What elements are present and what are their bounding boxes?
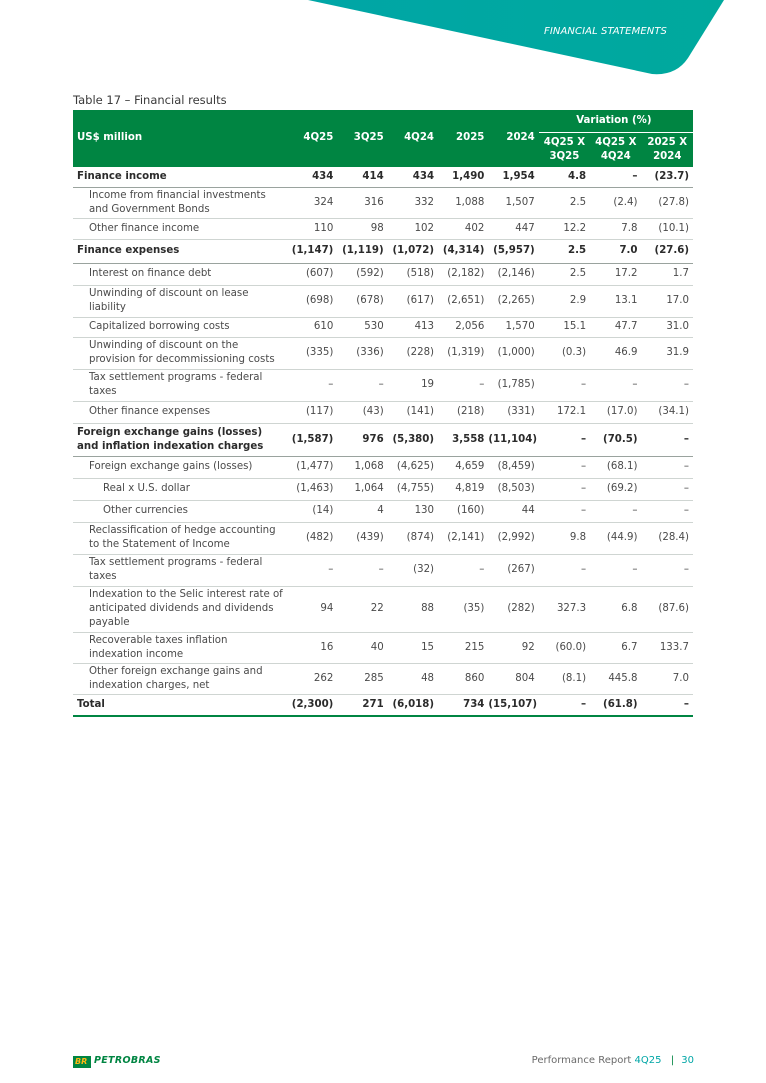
table-cell: – [438, 369, 488, 401]
table-cell: 804 [488, 663, 538, 694]
table-row [73, 478, 693, 500]
table-cell: (8.1) [539, 663, 590, 694]
table-row [73, 337, 693, 369]
table-cell: 434 [287, 167, 337, 187]
table-cell: 2.9 [539, 285, 590, 317]
table-cell: 445.8 [590, 663, 641, 694]
table-cell: (1,477) [287, 456, 337, 478]
table-cell: 1,507 [488, 187, 538, 218]
row-label: Tax settlement programs - federal taxes [73, 369, 287, 401]
table-cell: (68.1) [590, 456, 641, 478]
table-cell: 447 [488, 218, 538, 239]
table-cell: 332 [388, 187, 438, 218]
row-label: Interest on finance debt [73, 263, 287, 285]
table-cell: – [590, 554, 641, 586]
row-label: Indexation to the Selic interest rate of anticipated dividends and dividends payable [73, 586, 287, 632]
unit-header: US$ million [73, 110, 287, 167]
table-cell: (23.7) [642, 167, 694, 187]
table-cell: – [642, 500, 694, 522]
table-cell: 110 [287, 218, 337, 239]
table-cell: – [539, 423, 590, 456]
table-row [73, 187, 693, 218]
table-cell: (1,463) [287, 478, 337, 500]
table-row [73, 554, 693, 586]
table-title: Table 17 – Financial results [73, 93, 227, 107]
table-cell: – [590, 369, 641, 401]
table-cell: 48 [388, 663, 438, 694]
table-cell: 15.1 [539, 317, 590, 337]
table-cell: 1.7 [642, 263, 694, 285]
table-row [73, 522, 693, 554]
table-cell: – [642, 456, 694, 478]
row-label: Unwinding of discount on lease liability [73, 285, 287, 317]
table-cell: 13.1 [590, 285, 641, 317]
table-cell: 46.9 [590, 337, 641, 369]
table-cell: 4,819 [438, 478, 488, 500]
table-row [73, 369, 693, 401]
table-cell: (61.8) [590, 694, 641, 716]
table-cell: 6.7 [590, 632, 641, 663]
table-cell: 530 [337, 317, 387, 337]
table-cell: (15,107) [488, 694, 538, 716]
table-cell: 47.7 [590, 317, 641, 337]
table-cell: – [337, 554, 387, 586]
table-cell: – [642, 369, 694, 401]
table-cell: 92 [488, 632, 538, 663]
table-row [73, 586, 693, 632]
table-row [73, 317, 693, 337]
row-label: Capitalized borrowing costs [73, 317, 287, 337]
row-label: Unwinding of discount on the provision for decommissioning costs [73, 337, 287, 369]
row-label: Income from financial investments and Government Bonds [73, 187, 287, 218]
table-cell: 31.9 [642, 337, 694, 369]
table-cell: 413 [388, 317, 438, 337]
table-cell: (4,314) [438, 239, 488, 263]
table-cell: 7.0 [590, 239, 641, 263]
table-cell: (27.6) [642, 239, 694, 263]
table-row [73, 423, 693, 456]
row-label: Recoverable taxes inflation indexation income [73, 632, 287, 663]
table-cell: – [539, 554, 590, 586]
row-label: Other finance income [73, 218, 287, 239]
table-cell: (44.9) [590, 522, 641, 554]
table-cell: – [539, 369, 590, 401]
table-cell: – [642, 694, 694, 716]
table-row [73, 285, 693, 317]
table-cell: – [590, 500, 641, 522]
table-cell: 2,056 [438, 317, 488, 337]
table-cell: 2.5 [539, 187, 590, 218]
table-cell: (34.1) [642, 401, 694, 423]
table-row [73, 500, 693, 522]
row-label: Foreign exchange gains (losses) and inflation indexation charges [73, 423, 287, 456]
table-cell: (6,018) [388, 694, 438, 716]
table-cell: 172.1 [539, 401, 590, 423]
table-cell: (2,265) [488, 285, 538, 317]
row-label: Finance income [73, 167, 287, 187]
table-cell: 6.8 [590, 586, 641, 632]
table-cell: (2,182) [438, 263, 488, 285]
table-cell: – [287, 369, 337, 401]
brand-name: PETROBRAS [94, 1055, 161, 1066]
table-cell: (4,755) [388, 478, 438, 500]
table-cell: 98 [337, 218, 387, 239]
table-row [73, 401, 693, 423]
table-cell: 4,659 [438, 456, 488, 478]
table-cell: (87.6) [642, 586, 694, 632]
table-cell: 16 [287, 632, 337, 663]
table-row [73, 239, 693, 263]
financial-results-table [73, 110, 693, 717]
row-label: Other finance expenses [73, 401, 287, 423]
table-cell: – [438, 554, 488, 586]
table-cell: – [539, 500, 590, 522]
table-cell: (518) [388, 263, 438, 285]
table-cell: (336) [337, 337, 387, 369]
table-cell: 316 [337, 187, 387, 218]
table-cell: (14) [287, 500, 337, 522]
row-label: Finance expenses [73, 239, 287, 263]
footer-separator: | [670, 1055, 675, 1066]
header-banner [0, 0, 766, 80]
table-cell: 4 [337, 500, 387, 522]
table-cell: (1,319) [438, 337, 488, 369]
table-row [73, 694, 693, 716]
table-cell: 1,570 [488, 317, 538, 337]
table-cell: – [590, 167, 641, 187]
table-row [73, 456, 693, 478]
table-cell: 7.8 [590, 218, 641, 239]
column-header: 3Q25 [337, 110, 387, 167]
table-cell: (0.3) [539, 337, 590, 369]
table-cell: (2,146) [488, 263, 538, 285]
table-cell: (28.4) [642, 522, 694, 554]
table-cell: – [539, 456, 590, 478]
table-cell: (5,380) [388, 423, 438, 456]
table-cell: (678) [337, 285, 387, 317]
row-label: Foreign exchange gains (losses) [73, 456, 287, 478]
table-cell: – [287, 554, 337, 586]
column-header: 2024 [488, 110, 538, 167]
table-cell: (592) [337, 263, 387, 285]
table-cell: (1,119) [337, 239, 387, 263]
table-cell: 12.2 [539, 218, 590, 239]
table-cell: 1,490 [438, 167, 488, 187]
table-row [73, 663, 693, 694]
table-row [73, 218, 693, 239]
table-cell: 22 [337, 586, 387, 632]
table-cell: 1,088 [438, 187, 488, 218]
row-label: Real x U.S. dollar [73, 478, 287, 500]
table-cell: (874) [388, 522, 438, 554]
table-cell: – [539, 694, 590, 716]
table-cell: (43) [337, 401, 387, 423]
table-cell: (4,625) [388, 456, 438, 478]
section-title: FINANCIAL STATEMENTS [544, 26, 667, 37]
table-body [73, 167, 693, 716]
table-cell: – [539, 478, 590, 500]
table-cell: 402 [438, 218, 488, 239]
table-cell: 9.8 [539, 522, 590, 554]
table-cell: 44 [488, 500, 538, 522]
table-cell: 133.7 [642, 632, 694, 663]
table-cell: (267) [488, 554, 538, 586]
table-cell: (218) [438, 401, 488, 423]
table-cell: (35) [438, 586, 488, 632]
report-quarter: 4Q25 [634, 1055, 662, 1066]
table-cell: (2,651) [438, 285, 488, 317]
br-logo-icon: BR [73, 1056, 91, 1068]
table-cell: 40 [337, 632, 387, 663]
report-label: Performance Report [531, 1055, 632, 1066]
table-cell: (1,000) [488, 337, 538, 369]
table-cell: (8,459) [488, 456, 538, 478]
column-header: 2025 [438, 110, 488, 167]
table-cell: – [642, 478, 694, 500]
table-cell: (32) [388, 554, 438, 586]
table-cell: 31.0 [642, 317, 694, 337]
table-cell: (607) [287, 263, 337, 285]
table-cell: (228) [388, 337, 438, 369]
column-header: 4Q24 [388, 110, 438, 167]
table-cell: (27.8) [642, 187, 694, 218]
table-cell: 215 [438, 632, 488, 663]
table-cell: 2.5 [539, 263, 590, 285]
variation-column-header: 2025 X 2024 [642, 133, 694, 168]
table-cell: (2,300) [287, 694, 337, 716]
table-cell: (698) [287, 285, 337, 317]
table-cell: 434 [388, 167, 438, 187]
table-cell: (117) [287, 401, 337, 423]
table-cell: (10.1) [642, 218, 694, 239]
column-header: 4Q25 [287, 110, 337, 167]
table-cell: 2.5 [539, 239, 590, 263]
table-cell: 327.3 [539, 586, 590, 632]
table-cell: (160) [438, 500, 488, 522]
table-cell: 734 [438, 694, 488, 716]
table-cell: (482) [287, 522, 337, 554]
table-cell: (2,141) [438, 522, 488, 554]
table-cell: 4.8 [539, 167, 590, 187]
table-cell: 1,068 [337, 456, 387, 478]
table-cell: (1,785) [488, 369, 538, 401]
variation-header: Variation (%) [539, 110, 693, 133]
table-cell: (335) [287, 337, 337, 369]
table-cell: (8,503) [488, 478, 538, 500]
table-cell: 1,954 [488, 167, 538, 187]
table-cell: (60.0) [539, 632, 590, 663]
table-cell: (2.4) [590, 187, 641, 218]
table-cell: 102 [388, 218, 438, 239]
table-cell: 610 [287, 317, 337, 337]
table-cell: (617) [388, 285, 438, 317]
table-cell: – [642, 554, 694, 586]
page-footer [532, 1055, 694, 1066]
table-cell: (69.2) [590, 478, 641, 500]
table-cell: 285 [337, 663, 387, 694]
table-cell: 19 [388, 369, 438, 401]
table-cell: 94 [287, 586, 337, 632]
table-cell: (2,992) [488, 522, 538, 554]
table-cell: (141) [388, 401, 438, 423]
row-label: Other currencies [73, 500, 287, 522]
table-row [73, 167, 693, 187]
table-cell: 1,064 [337, 478, 387, 500]
variation-column-header: 4Q25 X 3Q25 [539, 133, 590, 168]
table-cell: (5,957) [488, 239, 538, 263]
table-cell: (1,587) [287, 423, 337, 456]
table-cell: (1,147) [287, 239, 337, 263]
row-label: Total [73, 694, 287, 716]
row-label: Other foreign exchange gains and indexation charges, net [73, 663, 287, 694]
table-cell: 860 [438, 663, 488, 694]
table-cell: 324 [287, 187, 337, 218]
table-cell: (17.0) [590, 401, 641, 423]
page-number: 30 [681, 1055, 694, 1066]
table-cell: (11,104) [488, 423, 538, 456]
table-cell: – [337, 369, 387, 401]
table-cell: 17.2 [590, 263, 641, 285]
table-cell: 17.0 [642, 285, 694, 317]
table-cell: 3,558 [438, 423, 488, 456]
table-cell: 15 [388, 632, 438, 663]
table-cell: 262 [287, 663, 337, 694]
table-cell: (282) [488, 586, 538, 632]
table-cell: – [642, 423, 694, 456]
table-cell: (331) [488, 401, 538, 423]
table-row [73, 263, 693, 285]
table-cell: (1,072) [388, 239, 438, 263]
table-cell: 271 [337, 694, 387, 716]
table-cell: 7.0 [642, 663, 694, 694]
table-cell: (70.5) [590, 423, 641, 456]
table-cell: 88 [388, 586, 438, 632]
table-cell: 130 [388, 500, 438, 522]
table-row [73, 632, 693, 663]
table-cell: 976 [337, 423, 387, 456]
variation-column-header: 4Q25 X 4Q24 [590, 133, 641, 168]
table-cell: (439) [337, 522, 387, 554]
row-label: Tax settlement programs - federal taxes [73, 554, 287, 586]
table-cell: 414 [337, 167, 387, 187]
row-label: Reclassification of hedge accounting to the Statement of Income [73, 522, 287, 554]
